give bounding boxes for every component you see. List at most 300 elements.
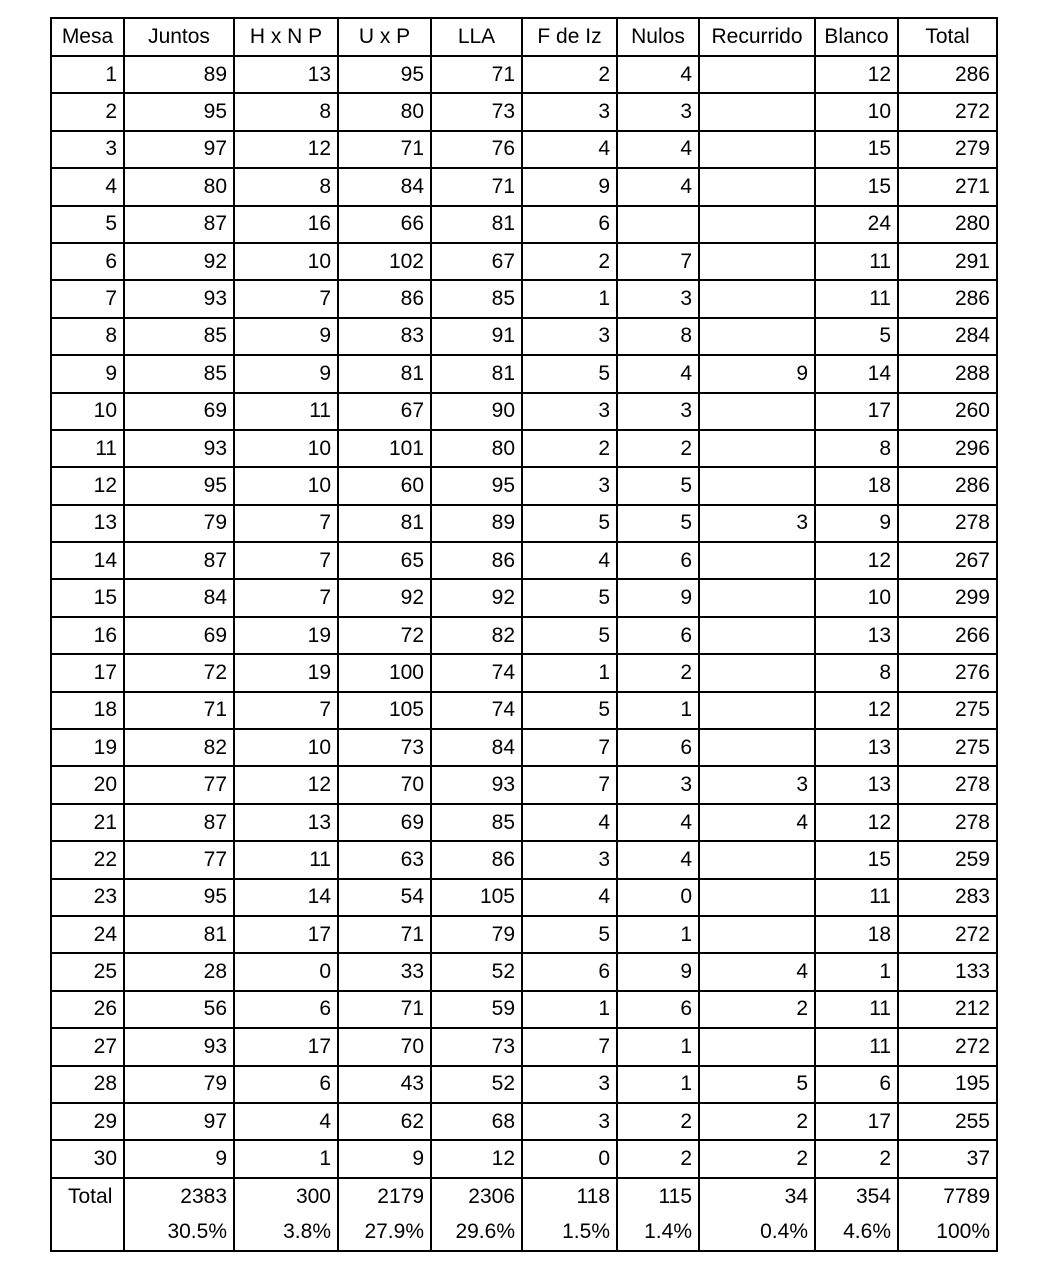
column-header: Total [898,18,997,56]
table-cell: 17 [234,1028,338,1065]
table-cell: 9 [338,1140,431,1177]
table-cell: 3 [617,280,699,317]
table-cell [699,56,815,93]
total-cell: 2306 [431,1178,522,1215]
mesa-number-cell: 27 [51,1028,124,1065]
table-cell: 92 [431,579,522,616]
table-cell: 284 [898,318,997,355]
table-cell: 1 [617,692,699,729]
table-cell: 65 [338,542,431,579]
mesa-number-cell: 13 [51,505,124,542]
table-row [51,804,997,841]
table-cell [699,579,815,616]
table-cell: 4 [617,56,699,93]
mesa-number-cell: 20 [51,766,124,803]
table-cell: 60 [338,467,431,504]
table-cell: 212 [898,991,997,1028]
table-cell: 8 [234,93,338,130]
table-cell: 3 [617,393,699,430]
totals-row [51,1178,997,1215]
table-cell: 16 [234,206,338,243]
table-cell: 62 [338,1103,431,1140]
percentage-cell: 27.9% [338,1215,431,1251]
mesa-number-cell: 26 [51,991,124,1028]
table-cell [699,393,815,430]
table-cell: 291 [898,243,997,280]
table-cell: 14 [815,355,898,392]
table-cell: 2 [617,430,699,467]
table-cell: 5 [522,692,617,729]
table-cell: 71 [338,991,431,1028]
table-cell: 4 [617,168,699,205]
table-cell: 0 [234,953,338,990]
table-cell: 13 [234,804,338,841]
table-cell: 100 [338,654,431,691]
table-cell: 5 [522,355,617,392]
table-cell: 12 [815,692,898,729]
table-cell: 11 [234,393,338,430]
table-cell: 6 [617,729,699,766]
table-cell: 279 [898,131,997,168]
table-cell: 86 [431,841,522,878]
table-cell: 288 [898,355,997,392]
table-cell: 68 [431,1103,522,1140]
table-cell: 276 [898,654,997,691]
table-cell: 4 [699,953,815,990]
table-cell: 43 [338,1066,431,1103]
percentage-cell: 100% [898,1215,997,1251]
table-cell: 3 [522,93,617,130]
table-cell: 7 [234,280,338,317]
mesa-number-cell: 30 [51,1140,124,1177]
table-cell [699,430,815,467]
table-row [51,93,997,130]
table-row [51,280,997,317]
table-cell: 95 [124,879,234,916]
table-cell: 71 [431,168,522,205]
table-cell: 93 [124,430,234,467]
table-cell: 71 [338,916,431,953]
percentage-cell: 1.4% [617,1215,699,1251]
column-header: Nulos [617,18,699,56]
table-row [51,206,997,243]
table-cell [699,93,815,130]
table-cell: 73 [431,93,522,130]
table-cell: 11 [815,879,898,916]
table-cell: 7 [234,692,338,729]
table-cell: 6 [815,1066,898,1103]
table-cell [699,243,815,280]
table-cell: 24 [815,206,898,243]
column-header: LLA [431,18,522,56]
table-row [51,393,997,430]
total-cell: 300 [234,1178,338,1215]
table-cell: 85 [124,318,234,355]
table-cell: 275 [898,692,997,729]
table-cell: 9 [124,1140,234,1177]
table-cell: 74 [431,692,522,729]
percentage-cell: 4.6% [815,1215,898,1251]
table-cell [699,318,815,355]
table-cell: 286 [898,467,997,504]
table-cell: 272 [898,1028,997,1065]
table-cell: 82 [431,617,522,654]
table-cell: 105 [338,692,431,729]
mesa-number-cell: 19 [51,729,124,766]
table-cell: 93 [431,766,522,803]
table-cell: 2 [699,1103,815,1140]
table-cell: 4 [522,804,617,841]
table-cell: 1 [234,1140,338,1177]
table-row [51,355,997,392]
table-row [51,953,997,990]
table-cell: 283 [898,879,997,916]
table-cell: 9 [522,168,617,205]
table-cell: 59 [431,991,522,1028]
table-cell: 10 [234,243,338,280]
table-cell: 6 [522,953,617,990]
table-cell: 3 [522,1103,617,1140]
table-cell: 10 [234,430,338,467]
table-cell: 4 [617,841,699,878]
mesa-number-cell: 4 [51,168,124,205]
table-cell: 2 [699,1140,815,1177]
mesa-number-cell: 12 [51,467,124,504]
table-cell: 4 [617,355,699,392]
table-cell: 0 [617,879,699,916]
table-row [51,916,997,953]
table-cell: 71 [431,56,522,93]
table-cell: 133 [898,953,997,990]
table-row [51,56,997,93]
header-row [51,18,997,56]
table-cell: 84 [124,579,234,616]
table-row [51,729,997,766]
table-cell: 63 [338,841,431,878]
table-cell: 69 [124,617,234,654]
table-cell: 0 [522,1140,617,1177]
table-cell: 76 [431,131,522,168]
table-cell: 79 [431,916,522,953]
table-cell: 299 [898,579,997,616]
table-cell: 12 [815,542,898,579]
table-cell: 70 [338,1028,431,1065]
table-cell: 260 [898,393,997,430]
table-cell: 3 [699,766,815,803]
table-cell: 79 [124,1066,234,1103]
table-cell: 85 [124,355,234,392]
table-cell: 1 [617,1066,699,1103]
table-cell: 3 [522,841,617,878]
table-cell: 11 [815,280,898,317]
table-cell: 2 [815,1140,898,1177]
table-cell [699,280,815,317]
table-cell: 1 [522,654,617,691]
table-cell: 18 [815,916,898,953]
table-cell: 10 [815,93,898,130]
mesa-number-cell: 6 [51,243,124,280]
table-cell: 7 [522,729,617,766]
table-cell: 3 [522,1066,617,1103]
table-cell: 6 [522,206,617,243]
total-cell: 118 [522,1178,617,1215]
table-cell: 15 [815,131,898,168]
table-cell: 69 [124,393,234,430]
table-row [51,243,997,280]
table-cell: 8 [617,318,699,355]
table-cell: 8 [815,430,898,467]
table-cell: 95 [431,467,522,504]
column-header: Juntos [124,18,234,56]
table-cell: 86 [338,280,431,317]
results-table [50,17,998,1252]
table-cell: 81 [124,916,234,953]
percentages-row [51,1215,997,1251]
table-cell: 87 [124,542,234,579]
table-cell: 52 [431,953,522,990]
table-cell: 6 [234,991,338,1028]
total-cell: 2179 [338,1178,431,1215]
column-header: Recurrido [699,18,815,56]
table-cell: 11 [815,243,898,280]
table-cell: 255 [898,1103,997,1140]
table-cell: 4 [617,131,699,168]
table-cell: 5 [617,467,699,504]
table-cell: 259 [898,841,997,878]
table-cell: 5 [815,318,898,355]
table-cell: 2 [617,1103,699,1140]
table-row [51,542,997,579]
table-cell: 11 [815,991,898,1028]
table-cell: 7 [234,505,338,542]
table-cell: 3 [617,766,699,803]
table-row [51,131,997,168]
table-row [51,467,997,504]
table-cell: 5 [522,579,617,616]
table-cell: 10 [815,579,898,616]
table-cell: 9 [617,579,699,616]
table-cell: 95 [124,467,234,504]
column-header: H x N P [234,18,338,56]
table-row [51,1103,997,1140]
mesa-number-cell: 7 [51,280,124,317]
table-row [51,991,997,1028]
table-cell [699,692,815,729]
table-cell: 7 [234,579,338,616]
table-cell: 272 [898,93,997,130]
percentage-cell: 0.4% [699,1215,815,1251]
table-cell: 5 [522,617,617,654]
mesa-number-cell: 21 [51,804,124,841]
table-cell: 84 [431,729,522,766]
table-cell: 6 [617,617,699,654]
table-cell: 1 [522,991,617,1028]
total-cell: 354 [815,1178,898,1215]
table-cell: 79 [124,505,234,542]
table-cell: 67 [338,393,431,430]
table-cell: 2 [617,654,699,691]
table-cell: 3 [617,93,699,130]
table-row [51,841,997,878]
table-cell: 81 [338,505,431,542]
table-row [51,430,997,467]
table-footer [51,1178,997,1251]
total-cell: 34 [699,1178,815,1215]
table-cell: 101 [338,430,431,467]
table-cell [699,916,815,953]
percentage-cell [51,1215,124,1251]
table-cell: 4 [234,1103,338,1140]
table-cell: 11 [234,841,338,878]
table-cell: 81 [338,355,431,392]
table-cell: 271 [898,168,997,205]
table-cell: 2 [617,1140,699,1177]
table-cell: 9 [815,505,898,542]
table-cell: 2 [699,991,815,1028]
table-cell: 80 [124,168,234,205]
table-cell: 286 [898,280,997,317]
table-cell: 12 [234,766,338,803]
table-cell: 3 [699,505,815,542]
table-cell: 9 [699,355,815,392]
table-cell: 7 [522,766,617,803]
mesa-number-cell: 15 [51,579,124,616]
table-row [51,654,997,691]
table-cell [699,1028,815,1065]
table-cell: 12 [815,804,898,841]
mesa-number-cell: 3 [51,131,124,168]
table-cell: 56 [124,991,234,1028]
table-cell: 4 [699,804,815,841]
mesa-number-cell: 28 [51,1066,124,1103]
table-cell: 90 [431,393,522,430]
table-cell: 102 [338,243,431,280]
table-cell: 92 [124,243,234,280]
mesa-number-cell: 9 [51,355,124,392]
table-cell: 17 [234,916,338,953]
table-row [51,692,997,729]
table-cell: 5 [699,1066,815,1103]
table-row [51,1140,997,1177]
table-header [51,18,997,56]
table-cell: 2 [522,56,617,93]
table-cell: 80 [431,430,522,467]
mesa-number-cell: 11 [51,430,124,467]
table-cell: 92 [338,579,431,616]
table-cell: 87 [124,206,234,243]
table-cell: 85 [431,280,522,317]
table-cell: 278 [898,766,997,803]
table-cell: 72 [124,654,234,691]
mesa-number-cell: 5 [51,206,124,243]
table-cell: 17 [815,1103,898,1140]
total-cell: 115 [617,1178,699,1215]
table-cell: 85 [431,804,522,841]
table-row [51,505,997,542]
mesa-number-cell: 8 [51,318,124,355]
table-cell: 67 [431,243,522,280]
table-cell: 13 [815,729,898,766]
table-cell: 5 [522,505,617,542]
table-body [51,56,997,1178]
table-cell: 1 [815,953,898,990]
table-cell: 105 [431,879,522,916]
total-cell: 2383 [124,1178,234,1215]
table-cell [699,841,815,878]
table-cell: 86 [431,542,522,579]
table-cell: 4 [617,804,699,841]
table-cell: 3 [522,318,617,355]
column-header: Mesa [51,18,124,56]
table-cell: 2 [522,430,617,467]
table-cell: 195 [898,1066,997,1103]
table-row [51,879,997,916]
table-cell: 15 [815,168,898,205]
table-cell [699,206,815,243]
table-cell: 83 [338,318,431,355]
table-cell: 12 [431,1140,522,1177]
percentage-cell: 29.6% [431,1215,522,1251]
table-cell: 13 [234,56,338,93]
table-row [51,168,997,205]
table-cell: 275 [898,729,997,766]
table-cell: 1 [617,916,699,953]
table-cell: 10 [234,729,338,766]
table-cell [699,131,815,168]
total-cell: 7789 [898,1178,997,1215]
table-cell: 77 [124,841,234,878]
table-cell: 14 [234,879,338,916]
table-cell: 278 [898,505,997,542]
table-cell: 52 [431,1066,522,1103]
table-cell [699,542,815,579]
table-cell: 4 [522,879,617,916]
table-cell: 84 [338,168,431,205]
total-label: Total [51,1178,124,1215]
table-cell: 54 [338,879,431,916]
table-cell [617,206,699,243]
table-cell: 37 [898,1140,997,1177]
table-cell: 95 [124,93,234,130]
mesa-number-cell: 2 [51,93,124,130]
mesa-number-cell: 14 [51,542,124,579]
table-cell: 9 [234,355,338,392]
table-cell: 15 [815,841,898,878]
table-cell: 6 [234,1066,338,1103]
table-cell: 66 [338,206,431,243]
table-cell: 91 [431,318,522,355]
table-cell: 71 [338,131,431,168]
table-cell: 6 [617,542,699,579]
table-cell: 81 [431,206,522,243]
percentage-cell: 30.5% [124,1215,234,1251]
table-row [51,617,997,654]
table-cell: 73 [431,1028,522,1065]
table-cell: 2 [522,243,617,280]
table-cell: 7 [617,243,699,280]
percentage-cell: 3.8% [234,1215,338,1251]
table-cell [699,654,815,691]
mesa-number-cell: 29 [51,1103,124,1140]
table-cell [699,168,815,205]
table-cell: 82 [124,729,234,766]
table-cell: 10 [234,467,338,504]
table-cell: 8 [815,654,898,691]
mesa-number-cell: 1 [51,56,124,93]
table-cell: 72 [338,617,431,654]
table-cell: 74 [431,654,522,691]
table-cell: 89 [124,56,234,93]
